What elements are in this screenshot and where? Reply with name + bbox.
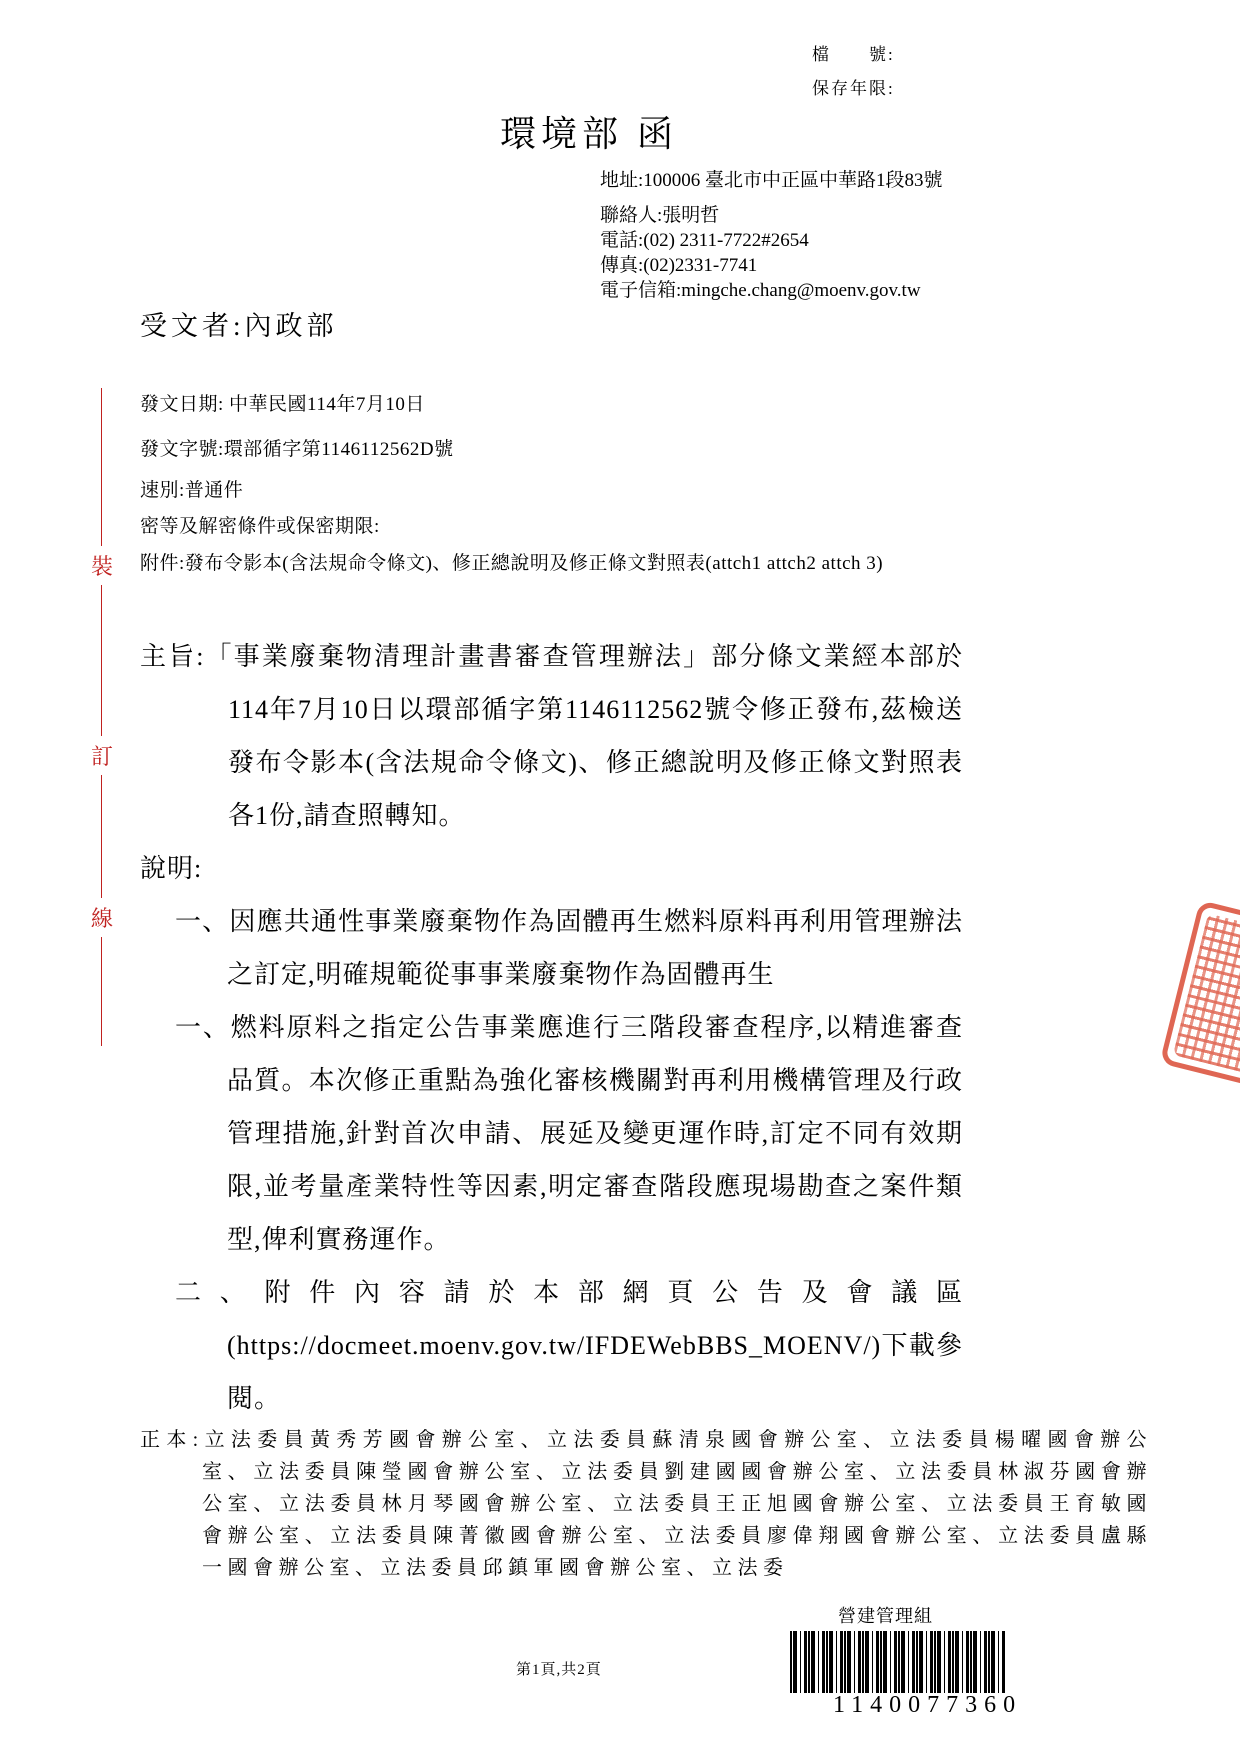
page-indicator: 第1頁,共2頁 [516,1662,602,1678]
handling-unit-label: 營建管理組 [838,1606,933,1626]
priority-line: 速別:普通件 [140,480,244,501]
security-line: 密等及解密條件或保密期限: [140,516,380,537]
item-text: 燃料原料之指定公告事業應進行三階段審查程序,以精進審查品質。本次修正重點為強化審核機關對再利用機構管理及行政管理措施,針對首次申請、展延及變更運作時,訂定不同有效期限,並考量產業特性等因素,明定審查階段應現場勘查之案件類型,俾利實務運作。 [227,1013,963,1254]
issue-date-line: 發文日期: 中華民國114年7月10日 [140,394,425,415]
subject-text: 「事業廢棄物清理計畫書審查管理辦法」部分條文業經本部於114年7月10日以環部循字第1146112562號令修正發布,茲檢送發布令影本(含法規命令條文)、修正總說明及修正條文對照表各1份,請查照轉知。 [204,642,963,830]
sender-email: 電子信箱:mingche.chang@moenv.gov.tw [600,280,921,301]
barcode-number: 1140077360 [833,1692,1023,1718]
attachment-line: 附件:發布令影本(含法規命令條文)、修正總說明及修正條文對照表(attch1 attch2 attch 3) [140,553,884,574]
retention-period-label: 保存年限: [812,79,895,98]
sender-fax: 傳真:(02)2331-7741 [600,255,758,276]
item-number: 一、 [175,1013,231,1042]
file-number-label: 檔 號: [812,45,895,64]
explanation-item [175,895,963,1001]
item-text: 因應共通性事業廢棄物作為固體再生燃料原料再利用管理辦法之訂定,明確規範從事事業廢棄物作為固體再生 [227,907,963,989]
binding-line [101,388,102,1046]
barcode [790,1631,1005,1693]
explanation-item [175,1266,963,1425]
seal-pattern [1173,913,1240,1078]
item-number: 二、 [175,1278,265,1307]
sender-contact: 聯絡人:張明哲 [600,205,720,226]
subject-paragraph [140,630,963,842]
binding-char-zhuang: 裝 [88,546,116,585]
sender-phone: 電話:(02) 2311-7722#2654 [600,230,809,251]
red-seal-stamp-icon [1159,900,1240,1092]
copy-to-paragraph [140,1424,1152,1584]
sender-info-block [600,168,943,303]
archival-labels [812,38,895,106]
recipient-line: 受文者:內政部 [140,311,338,341]
copy-to-label: 正本: [140,1429,204,1451]
document-title: 環境部 函 [500,114,679,154]
doc-number-line: 發文字號:環部循字第1146112562D號 [140,439,454,460]
explanation-item [175,1001,963,1266]
binding-char-xian: 線 [88,898,116,937]
copy-to-text: 立法委員黃秀芳國會辦公室、立法委員蘇清泉國會辦公室、立法委員楊曜國會辦公室、立法委員陳瑩國會辦公室、立法委員劉建國國會辦公室、立法委員林淑芬國會辦公室、立法委員林月琴國會辦公室、立法委員王正旭國會辦公室、立法委員王育敏國會辦公室、立法委員陳菁徽國會辦公室、立法委員廖偉翔國會辦公室、立法委員盧縣一國會辦公室、立法委員邱鎮軍國會辦公室、立法委 [202,1429,1153,1579]
item-number: 一、 [175,907,230,936]
item-text: 附件內容請於本部網頁公告及會議區(https://docmeet.moenv.gov.tw/IFDEWebBBS_MOENV/)下載參閱。 [227,1278,963,1413]
letter-body [140,630,963,1425]
sender-address: 地址:100006 臺北市中正區中華路1段83號 [600,170,943,191]
subject-label: 主旨: [140,642,205,671]
binding-char-ding: 訂 [88,736,116,775]
explanation-label: 說明: [140,854,203,883]
